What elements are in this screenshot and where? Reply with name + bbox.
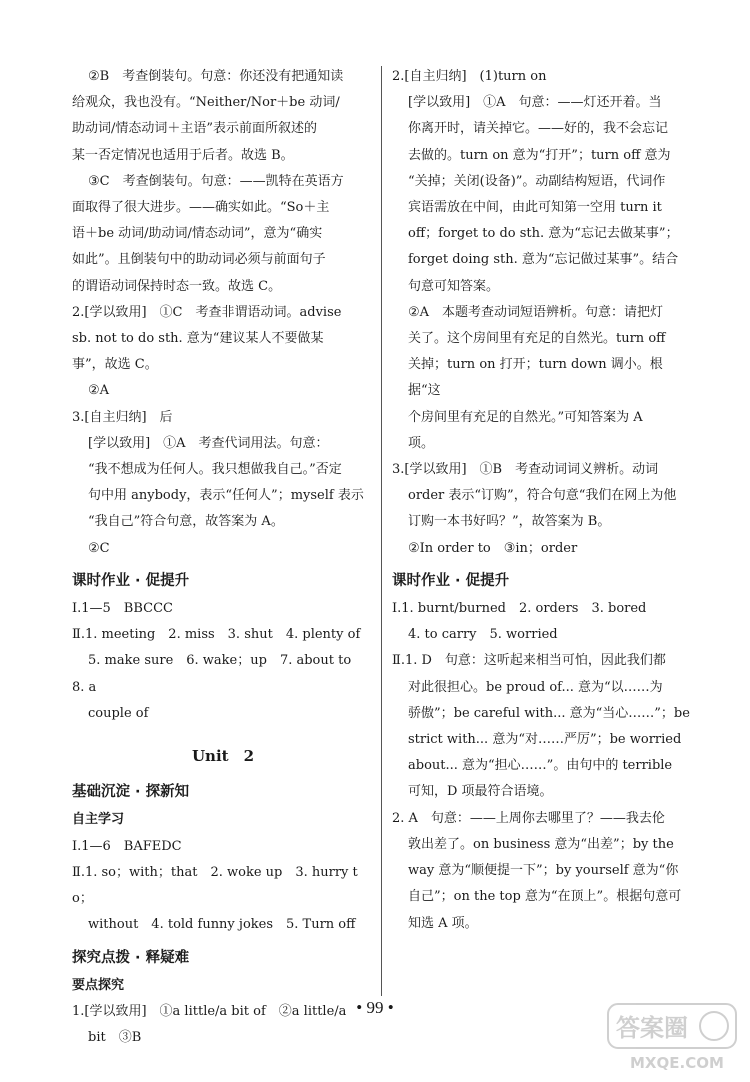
text-line: 2. A 句意：——上周你去哪里了？——我去伦 [392, 810, 665, 826]
text-line: order 表示“订购”，符合句意“我们在网上为他 [408, 488, 677, 504]
text-line: Ⅰ.1—6 BAFEDC [72, 838, 182, 854]
text-line: bit ③B [88, 1030, 142, 1046]
text-line: Ⅱ.1. D 句意：这听起来相当可怕，因此我们都 [392, 653, 666, 669]
text-line: 骄傲”；be careful with... 意为“当心……”；be [408, 705, 690, 721]
text-line: [学以致用] ①A 句意：——灯还开着。当 [408, 95, 662, 111]
text-line: 自己”；on the top 意为“在顶上”。根据句意可 [408, 889, 682, 905]
text-line: 面取得了很大进步。——确实如此。“So＋主 [72, 200, 330, 216]
page-number: • 99 • [356, 998, 394, 1017]
text-line: 项。 [408, 435, 435, 451]
text-line: 事”，故选 C。 [72, 357, 158, 373]
section-heading: 基础沉淀 · 探新知 [72, 784, 190, 801]
text-line: “我不想成为任何人。我只想做我自己。”否定 [88, 462, 342, 478]
text-line: 3.[学以致用] ①B 考查动词词义辨析。动词 [392, 462, 659, 478]
text-line: “关掉；关闭(设备)”。动副结构短语，代词作 [408, 173, 666, 189]
text-line: 的谓语动词保持时态一致。故选 C。 [72, 278, 282, 294]
text-line: 宾语需放在中间，由此可知第一空用 turn it [408, 200, 662, 216]
text-line: 某一否定情况也适用于后者。故选 B。 [72, 147, 294, 163]
watermark-logo [602, 996, 742, 1076]
subsection-heading: 自主学习 [72, 812, 125, 828]
text-line: ②A 本题考查动词短语辨析。句意：请把灯 [408, 304, 664, 320]
text-line: sb. not to do sth. 意为“建议某人不要做某 [72, 331, 324, 347]
text-line: forget doing sth. 意为“忘记做过某事”。结合 [408, 252, 679, 268]
text-line: “我自己”符合句意，故答案为 A。 [88, 514, 284, 530]
text-line: strict with... 意为“对……严厉”；be worried [408, 732, 682, 748]
text-line: ②A [88, 383, 110, 399]
text-line: ③C 考查倒装句。句意：——凯特在英语方 [88, 173, 344, 189]
text-line: Ⅰ.1—5 BBCCC [72, 601, 173, 617]
svg-text:答案圈: 答案圈 [616, 1014, 688, 1042]
text-line: 语＋be 动词/助动词/情态动词”，意为“确实 [72, 226, 323, 242]
text-line: Ⅱ.1. so；with；that 2. woke up 3. hurry to； [72, 864, 358, 907]
text-line: way 意为“顺便提一下”；by yourself 意为“你 [408, 863, 679, 879]
text-line: ②C [88, 540, 110, 556]
section-heading: 课时作业 · 促提升 [392, 572, 510, 589]
text-line: 可知，D 项最符合语境。 [408, 784, 553, 800]
text-line: off；forget to do sth. 意为“忘记去做某事”； [408, 226, 679, 242]
text-line: 关了。这个房间里有充足的自然光。turn off [408, 331, 666, 347]
subsection-heading: 要点探究 [72, 977, 125, 993]
text-line: 句中用 anybody，表示“任何人”；myself 表示 [88, 488, 364, 504]
left-column [72, 64, 374, 1051]
text-line: 去做的。turn on 意为“打开”；turn off 意为 [408, 147, 671, 163]
text-line: 2.[学以致用] ①C 考查非谓语动词。advise [72, 304, 342, 320]
text-line: Ⅱ.1. meeting 2. miss 3. shut 4. plenty of [72, 627, 361, 643]
section-heading: 探究点拨 · 释疑难 [72, 949, 190, 966]
text-line: Ⅰ.1. burnt/burned 2. orders 3. bored [392, 601, 647, 617]
section-heading: 课时作业 · 促提升 [72, 572, 190, 589]
text-line: 1.[学以致用] ①a little/a bit of ②a little/a [72, 1003, 347, 1019]
text-line: 知选 A 项。 [408, 915, 478, 931]
right-column [392, 64, 694, 937]
column-divider [381, 66, 382, 996]
text-line: 敦出差了。on business 意为“出差”；by the [408, 836, 674, 852]
text-line: 个房间里有充足的自然光。”可知答案为 A [408, 409, 643, 425]
svg-text:MXQE.COM: MXQE.COM [630, 1054, 724, 1072]
text-line: 给观众，我也没有。“Neither/Nor＋be 动词/ [72, 95, 340, 111]
text-line: about... 意为“担心……”。由句中的 terrible [408, 758, 673, 774]
text-line: without 4. told funny jokes 5. Turn off [88, 917, 356, 933]
text-line: 助动词/情态动词＋主语”表示前面所叙述的 [72, 121, 318, 137]
text-line: couple of [88, 705, 149, 721]
text-line: [学以致用] ①A 考查代词用法。句意： [88, 435, 329, 451]
text-line: 关掉；turn on 打开；turn down 调小。根据“这 [408, 357, 663, 399]
text-line: 对此很担心。be proud of... 意为“以……为 [408, 679, 663, 695]
text-line: 3.[自主归纳] 后 [72, 409, 173, 425]
unit-title: Unit 2 [191, 747, 255, 766]
text-line: ②B 考查倒装句。句意：你还没有把通知读 [88, 69, 344, 84]
text-line: 4. to carry 5. worried [408, 627, 558, 643]
text-line: ②In order to ③in；order [408, 540, 578, 556]
text-line: 如此”。且倒装句中的助动词必须与前面句子 [72, 252, 326, 268]
text-line: 句意可知答案。 [408, 278, 500, 294]
text-line: 2.[自主归纳] (1)turn on [392, 69, 547, 84]
text-line: 订购一本书好吗？”，故答案为 B。 [408, 514, 611, 530]
text-line: 你离开时，请关掉它。——好的，我不会忘记 [408, 121, 669, 137]
text-line: 5. make sure 6. wake；up 7. about to 8. a [72, 653, 365, 695]
